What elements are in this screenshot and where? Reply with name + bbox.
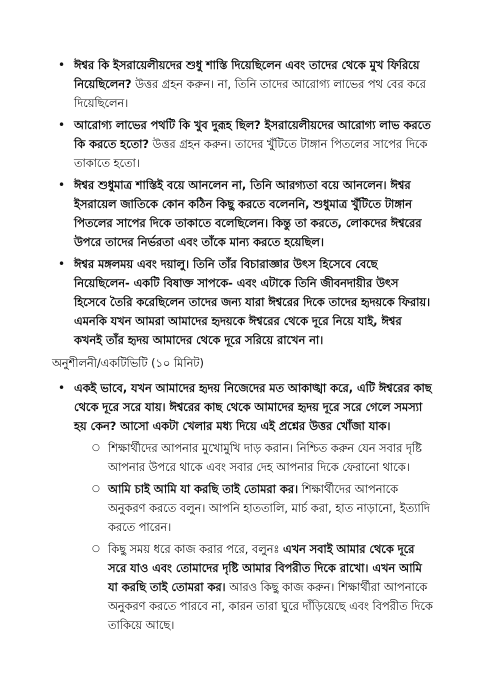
step-text: শিক্ষার্থীদের আপনাকে অনুকরণ করতে বলুন। আপনি হাততালি, মার্চ করা, হাত নাড়ানো, ইত্যাদি করতে পারেন। xyxy=(108,483,430,534)
activity-step xyxy=(74,439,433,477)
bullet-item xyxy=(52,176,433,252)
activity-steps xyxy=(74,439,433,635)
step-text: কিছু সময় ধরে কাজ করার পরে, বলুনঃ xyxy=(108,543,283,556)
bullet-item xyxy=(52,56,433,113)
lesson-bullets xyxy=(52,56,433,350)
activity-step xyxy=(74,480,433,537)
activity-step xyxy=(74,540,433,635)
step-text: শিক্ষার্থীদের আপনার মুখোমুখি দাড় করান। নিশ্চিত করুন যেন সবার দৃষ্টি আপনার উপরে থাকে এবং সবার দেহ আপনার দিকে ফেরানো থাকে। xyxy=(108,442,422,474)
step-instruction: এখন সবাই আমার থেকে দূরে সরে যাও এবং তোমাদের দৃষ্টি আমার বিপরীত দিকে রাখো। এখন আমি যা করছি তাই তোমরা কর। xyxy=(108,543,422,594)
activity-heading: অনুশীলনী/একটিভিটি (১০ মিনিট) xyxy=(52,357,204,370)
bullet-item xyxy=(52,116,433,173)
step-text: আরও কিছু কাজ করুন। শিক্ষার্থীরা আপনাকে অনুকরণ করতে পারবে না, কারন তারা ঘুরে দাঁড়িয়েছে এবং বিপরীত দিকে তাকিয়ে আছে। xyxy=(108,581,433,632)
bullet-question: আরোগ্য লাভের পথটি কি খুব দুরূহ ছিল? ইসরায়েলীয়দের আরোগ্য লাভ করতে কি করতে হতো? xyxy=(74,119,431,151)
activity-item xyxy=(52,379,433,635)
bullet-answer: উত্তর গ্রহন করুন। তাদের খুঁটিতে টাঙ্গান পিতলের সাপের দিকে তাকাতে হতো। xyxy=(74,138,428,170)
bullet-answer: উত্তর গ্রহন করুন। না, তিনি তাদের আরোগ্য লাভের পথ বের করে দিয়েছিলেন। xyxy=(74,78,426,110)
bullet-question: ঈশ্বর কি ইসরায়েলীয়দের শুধু শাস্তি দিয়েছিলেন এবং তাদের থেকে মুখ ফিরিয়ে নিয়েছিলেন? xyxy=(74,59,420,91)
activity-intro: একই ভাবে, যখন আমাদের হৃদয় নিজেদের মত আকাঙ্খা করে, এটি ঈশ্বরের কাছ থেকে দূরে সরে যায়। ঈশ্বরের কাছ থেকে আমাদের হৃদয় দূরে সরে গেলে সমস্যা হয় কেন? আসো একটা খেলার মধ্য দিয়ে এই প্রশ্নের উত্তর খোঁজা যাক। xyxy=(74,382,432,433)
step-instruction: আমি চাই আমি যা করছি তাই তোমরা কর। xyxy=(108,483,299,496)
activity-bullets xyxy=(52,379,433,635)
bullet-statement: ঈশ্বর শুধুমাত্র শাস্তিই বয়ে আনলেন না, তিনি আরগ্যতা বয়ে আনলেন। ঈশ্বর ইসরায়েল জাতিকে কোন কঠিন কিছু করতে বলেননি, শুধুমাত্র খুঁটিতে টাঙ্গান পিতলের সাপের দিকে তাকাতে বলেছিলেন। কিন্তু তা করতে, লোকদের ঈশ্বরের উপরে তাদের নির্ভরতা এবং তাঁকে মান্য করতে হয়েছিল। xyxy=(74,179,422,249)
bullet-statement: ঈশ্বর মঙ্গলময় এবং দয়ালু। তিনি তাঁর বিচারাজ্ঞার উৎস হিসেবে বেছে নিয়েছিলেন- একটি বিষাক্ত সাপকে- এবং এটাকে তিনি জীবনদায়ীর উৎস হিসেবে তৈরি করেছিলেন তাদের জন্য যারা ঈশ্বরের দিকে তাদের হৃদয়কে ফিরায়। এমনকি যখন আমরা আমাদের হৃদয়কে ঈশ্বরের থেকে দূরে নিয়ে যাই, ঈশ্বর কখনই তাঁর হৃদয় আমাদের থেকে দূরে সরিয়ে রাখেন না। xyxy=(74,258,431,347)
bullet-item xyxy=(52,255,433,350)
